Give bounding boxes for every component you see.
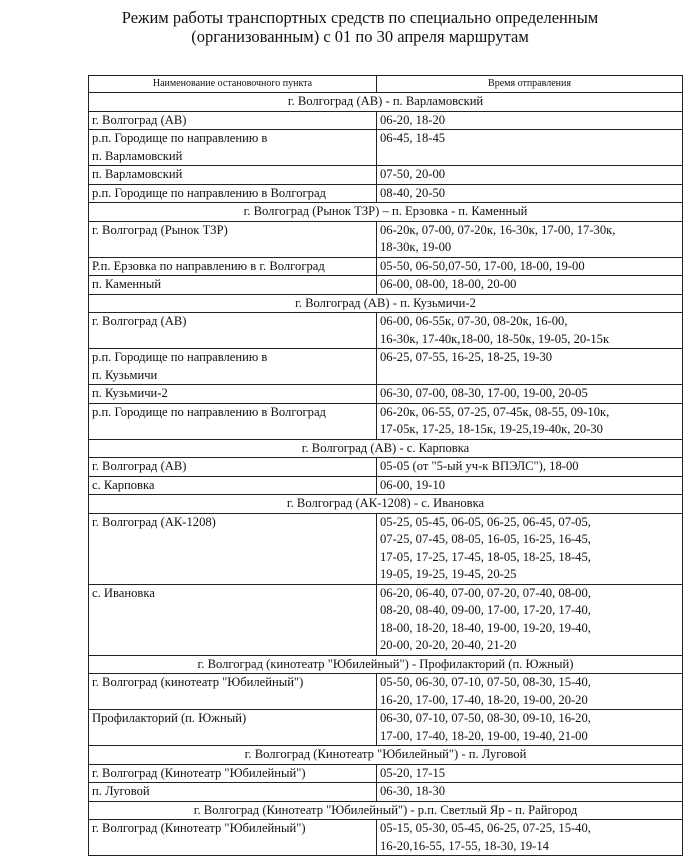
departure-times-cell (377, 276, 683, 295)
stop-name-cell (89, 710, 377, 746)
departure-times-line: 17-05, 17-25, 17-45, 18-05, 18-25, 18-45, (380, 549, 591, 564)
stop-name-cell (89, 349, 377, 385)
stop-name-line: п. Каменный (92, 277, 162, 291)
stop-name-cell (89, 458, 377, 477)
departure-times-line: 06-20к, 07-00, 07-20к, 16-30к, 17-00, 17-30к, (380, 222, 616, 237)
departure-times-line: 06-00, 08-00, 18-00, 20-00 (380, 277, 517, 291)
departure-times-line: 06-25, 07-55, 16-25, 18-25, 19-30 (380, 350, 553, 364)
table-row (89, 111, 683, 130)
schedule-table (88, 75, 683, 856)
departure-times-cell (377, 476, 683, 495)
departure-times-cell (377, 221, 683, 257)
route-name: г. Волгоград (АВ) - п. Кузьмичи-2 (89, 294, 683, 313)
stop-name-cell (89, 313, 377, 349)
departure-times-line: 06-45, 18-45 (380, 131, 446, 145)
departure-times-line: 18-00, 18-20, 18-40, 19-00, 19-20, 19-40, (380, 620, 591, 635)
route-header-row (89, 203, 683, 222)
route-header-row (89, 655, 683, 674)
departure-times-cell (377, 166, 683, 185)
departure-times-line: 07-50, 20-00 (380, 167, 446, 181)
header-stop-name: Наименование остановочного пункта (89, 76, 377, 93)
stop-name-line: г. Волгоград (АК-1208) (92, 514, 216, 529)
departure-times-cell (377, 385, 683, 404)
departure-times-cell (377, 349, 683, 385)
title-line-1: Режим работы транспортных средств по специально определенным (121, 8, 599, 27)
route-name: г. Волгоград (Кинотеатр "Юбилейный") - р.п. Светлый Яр - п. Райгород (89, 801, 683, 820)
table-row (89, 764, 683, 783)
departure-times-cell (377, 764, 683, 783)
stop-name-line: п. Кузьмичи (92, 367, 158, 382)
stop-name-line: Р.п. Ерзовка по направлению в г. Волгоград (92, 258, 325, 273)
departure-times-cell (377, 257, 683, 276)
stop-name-line: п. Луговой (92, 784, 150, 798)
stop-name-line: г. Волгоград (Рынок ТЗР) (92, 222, 228, 237)
stop-name-line: г. Волгоград (АВ) (92, 314, 187, 328)
table-row (89, 584, 683, 655)
route-header-row (89, 439, 683, 458)
stop-name-cell (89, 130, 377, 166)
route-name: г. Волгоград (АВ) - п. Варламовский (89, 93, 683, 112)
departure-times-line: 07-25, 07-45, 08-05, 16-05, 16-25, 16-45, (380, 532, 591, 546)
stop-name-line: Профилакторий (п. Южный) (92, 711, 247, 725)
stop-name-cell (89, 783, 377, 802)
schedule-body (89, 93, 683, 856)
table-row (89, 276, 683, 295)
route-header-row (89, 93, 683, 112)
departure-times-line: 16-20,16-55, 17-55, 18-30, 19-14 (380, 838, 549, 853)
departure-times-line: 17-05к, 17-25, 18-15к, 19-25,19-40к, 20-30 (380, 422, 603, 436)
stop-name-line: г. Волгоград (АВ) (92, 459, 187, 473)
departure-times-line: 05-50, 06-50,07-50, 17-00, 18-00, 19-00 (380, 258, 585, 273)
stop-name-cell (89, 674, 377, 710)
stop-name-cell (89, 257, 377, 276)
stop-name-line: п. Варламовский (92, 148, 183, 163)
table-row (89, 820, 683, 856)
stop-name-cell (89, 385, 377, 404)
departure-times-line: 06-30, 07-10, 07-50, 08-30, 09-10, 16-20, (380, 711, 591, 725)
route-name: г. Волгоград (АВ) - с. Карповка (89, 439, 683, 458)
departure-times-cell (377, 513, 683, 584)
departure-times-line: 19-05, 19-25, 19-45, 20-25 (380, 567, 517, 581)
departure-times-cell (377, 184, 683, 203)
stop-name-line: г. Волгоград (АВ) (92, 112, 187, 127)
stop-name-cell (89, 184, 377, 203)
departure-times-line: 18-30к, 19-00 (380, 240, 452, 254)
route-header-row (89, 495, 683, 514)
departure-times-line: 08-40, 20-50 (380, 185, 446, 200)
departure-times-line: 06-30, 07-00, 08-30, 17-00, 19-00, 20-05 (380, 386, 588, 400)
departure-times-cell (377, 403, 683, 439)
route-name: г. Волгоград (Рынок ТЗР) – п. Ерзовка - п. Каменный (89, 203, 683, 222)
stop-name-cell (89, 166, 377, 185)
table-row (89, 184, 683, 203)
departure-times-cell (377, 130, 683, 166)
document-title (40, 8, 680, 46)
departure-times-line: 06-30, 18-30 (380, 784, 446, 798)
departure-times-line: 06-20к, 06-55, 07-25, 07-45к, 08-55, 09-10к, (380, 404, 610, 419)
stop-name-line: п. Кузьмичи-2 (92, 386, 168, 400)
departure-times-line: 16-20, 17-00, 17-40, 18-20, 19-00, 20-20 (380, 692, 588, 707)
route-header-row (89, 294, 683, 313)
departure-times-line: 06-00, 06-55к, 07-30, 08-20к, 16-00, (380, 314, 568, 328)
stop-name-cell (89, 403, 377, 439)
table-row (89, 710, 683, 746)
stop-name-line: г. Волгоград (Кинотеатр "Юбилейный") (92, 821, 306, 835)
stop-name-cell (89, 221, 377, 257)
departure-times-cell (377, 783, 683, 802)
departure-times-line: 08-20, 08-40, 09-00, 17-00, 17-20, 17-40, (380, 603, 591, 617)
table-row (89, 166, 683, 185)
stop-name-line: п. Варламовский (92, 167, 183, 181)
departure-times-cell (377, 111, 683, 130)
departure-times-line: 16-30к, 17-40к,18-00, 18-50к, 19-05, 20-15к (380, 331, 610, 346)
route-header-row (89, 801, 683, 820)
title-line-2: (организованным) с 01 по 30 апреля маршрутам (191, 27, 529, 46)
stop-name-cell (89, 111, 377, 130)
stop-name-line: с. Карповка (92, 477, 155, 492)
table-row (89, 513, 683, 584)
departure-times-line: 05-50, 06-30, 07-10, 07-50, 08-30, 15-40, (380, 675, 591, 689)
departure-times-cell (377, 313, 683, 349)
departure-times-cell (377, 820, 683, 856)
stop-name-line: с. Ивановка (92, 585, 155, 600)
stop-name-cell (89, 584, 377, 655)
departure-times-line: 06-20, 06-40, 07-00, 07-20, 07-40, 08-00, (380, 585, 591, 600)
route-name: г. Волгоград (Кинотеатр "Юбилейный") - п. Луговой (89, 746, 683, 765)
departure-times-line: 17-00, 17-40, 18-20, 19-00, 19-40, 21-00 (380, 728, 588, 743)
departure-times-line: 05-25, 05-45, 06-05, 06-25, 06-45, 07-05, (380, 514, 591, 529)
table-row (89, 674, 683, 710)
route-name: г. Волгоград (АК-1208) - с. Ивановка (89, 495, 683, 514)
departure-times-line: 06-00, 19-10 (380, 477, 446, 492)
table-row (89, 349, 683, 385)
departure-times-line: 05-20, 17-15 (380, 765, 446, 780)
departure-times-line: 05-15, 05-30, 05-45, 06-25, 07-25, 15-40, (380, 821, 591, 835)
stop-name-cell (89, 820, 377, 856)
table-row (89, 403, 683, 439)
departure-times-cell (377, 710, 683, 746)
table-row (89, 458, 683, 477)
table-header-row (89, 76, 683, 93)
table-row (89, 313, 683, 349)
table-row (89, 783, 683, 802)
stop-name-line: р.п. Городище по направлению в Волгоград (92, 185, 326, 200)
departure-times-line: 06-20, 18-20 (380, 112, 446, 127)
stop-name-line: г. Волгоград (Кинотеатр "Юбилейный") (92, 765, 306, 780)
departure-times-cell (377, 584, 683, 655)
table-row (89, 130, 683, 166)
route-header-row (89, 746, 683, 765)
stop-name-cell (89, 476, 377, 495)
table-row (89, 476, 683, 495)
stop-name-cell (89, 764, 377, 783)
departure-times-line: 05-05 (от "5-ый уч-к ВПЭЛС"), 18-00 (380, 459, 579, 473)
stop-name-line: р.п. Городище по направлению в Волгоград (92, 404, 326, 419)
route-name: г. Волгоград (кинотеатр "Юбилейный") - Профилакторий (п. Южный) (89, 655, 683, 674)
stop-name-line: г. Волгоград (кинотеатр "Юбилейный") (92, 675, 304, 689)
stop-name-cell (89, 276, 377, 295)
stop-name-line: р.п. Городище по направлению в (92, 131, 268, 145)
table-row (89, 221, 683, 257)
departure-times-cell (377, 674, 683, 710)
table-row (89, 257, 683, 276)
table-row (89, 385, 683, 404)
departure-times-line: 20-00, 20-20, 20-40, 21-20 (380, 638, 517, 652)
stop-name-cell (89, 513, 377, 584)
header-departure-time: Время отправления (377, 76, 683, 93)
departure-times-cell (377, 458, 683, 477)
stop-name-line: р.п. Городище по направлению в (92, 350, 268, 364)
